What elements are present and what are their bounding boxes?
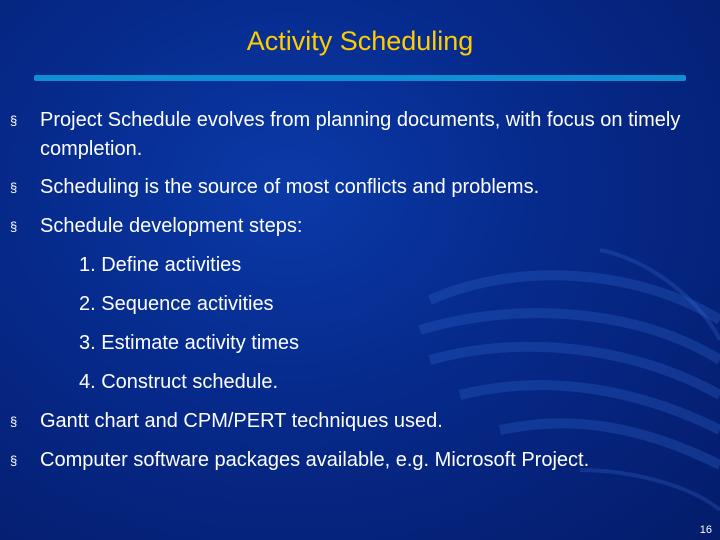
bullet-marker-icon: § xyxy=(10,113,18,128)
bullet-text: Scheduling is the source of most conflicts and problems. xyxy=(40,176,540,198)
step-item: 2. Sequence activities xyxy=(79,293,274,315)
bullet-marker-icon: § xyxy=(10,453,18,468)
step-item: 4. Construct schedule. xyxy=(79,371,278,393)
step-item: 1. Define activities xyxy=(79,254,242,276)
bullet-marker-icon: § xyxy=(10,180,18,195)
title-underline-bar xyxy=(34,75,686,81)
bullet-text: Schedule development steps: xyxy=(40,215,303,237)
bullet-text: Computer software packages available, e.g. Microsoft Project. xyxy=(40,449,590,471)
page-number: 16 xyxy=(699,524,712,536)
bullet-marker-icon: § xyxy=(10,414,18,429)
bullet-text: Project Schedule evolves from planning documents, with focus on timely completion. xyxy=(40,109,681,160)
step-item: 3. Estimate activity times xyxy=(79,332,300,354)
bullet-text: Gantt chart and CPM/PERT techniques used. xyxy=(40,410,443,432)
bullet-marker-icon: § xyxy=(10,219,18,234)
slide-title: Activity Scheduling xyxy=(246,26,474,56)
